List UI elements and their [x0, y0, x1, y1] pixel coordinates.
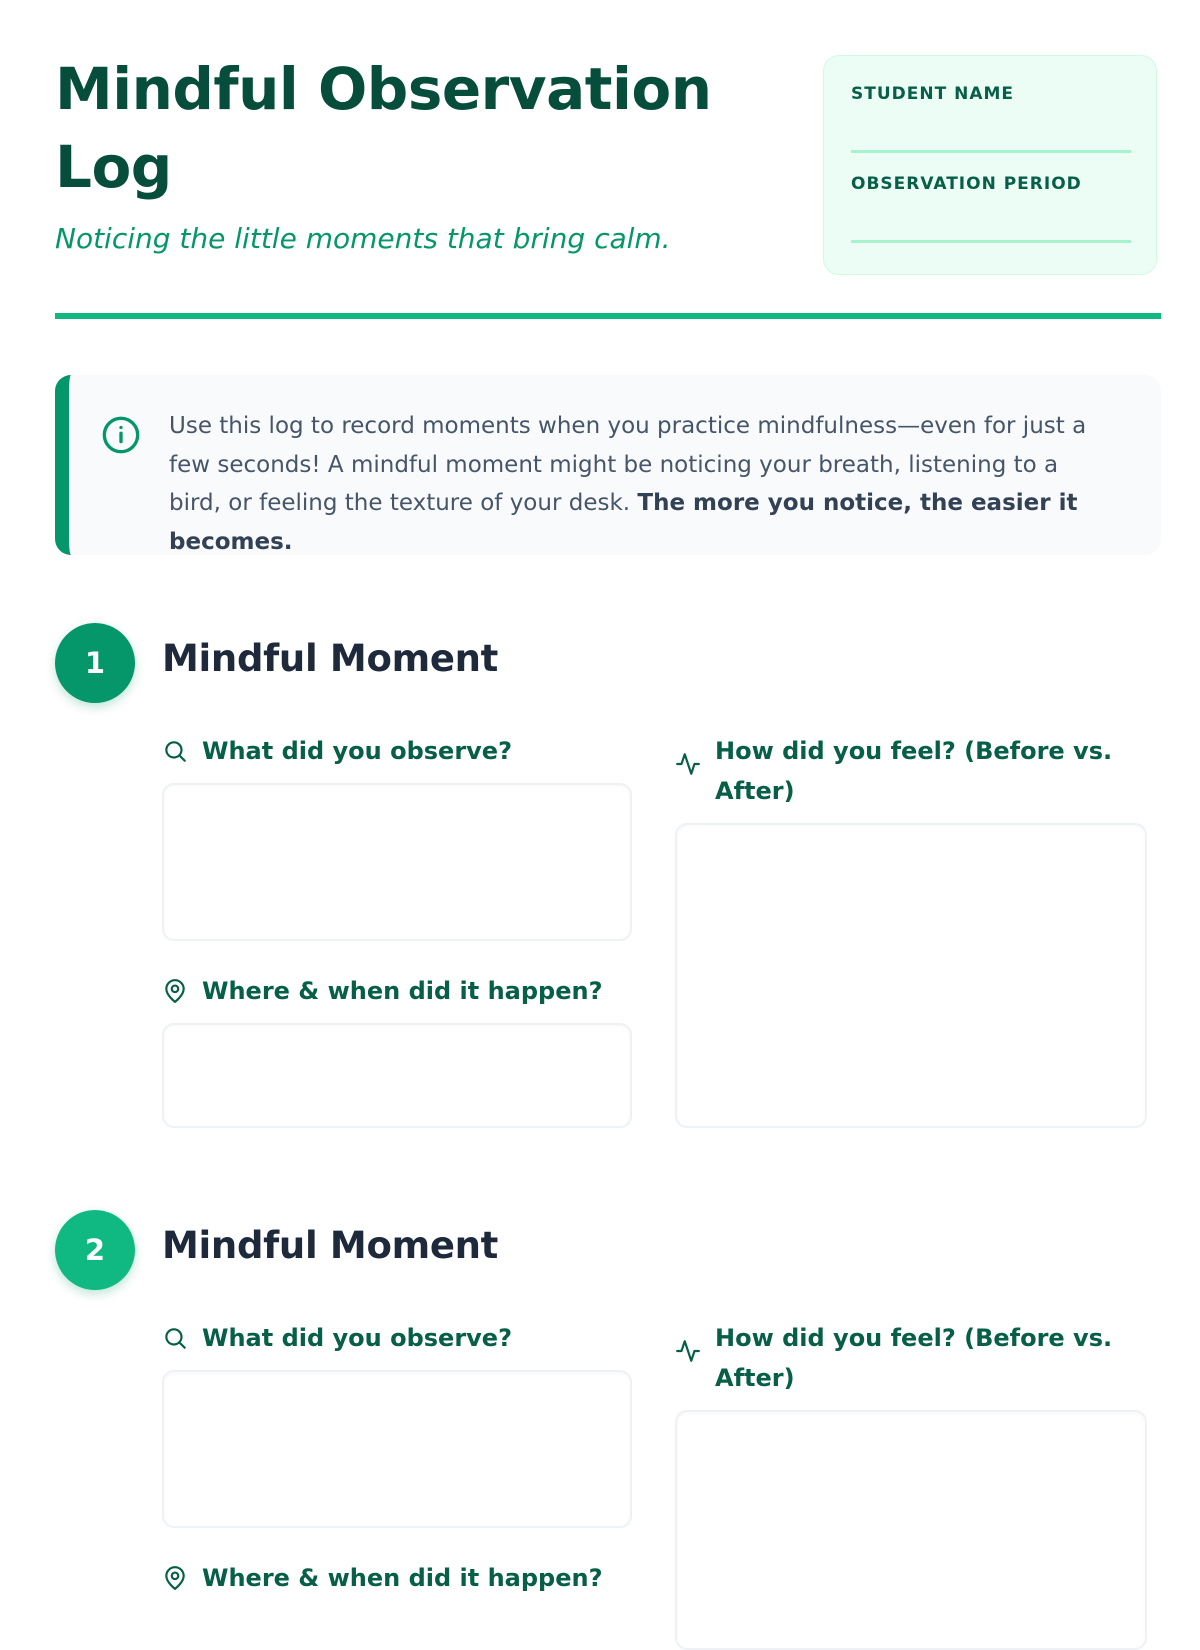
- where-answer-box[interactable]: [162, 1023, 632, 1128]
- search-icon: [162, 1325, 188, 1351]
- activity-icon: [675, 751, 701, 777]
- page-subtitle: Noticing the little moments that bring calm.: [55, 222, 671, 255]
- worksheet-page: [55, 0, 1161, 1592]
- observation-period-label: OBSERVATION PERIOD: [851, 174, 1082, 194]
- intro-callout: [55, 375, 1161, 555]
- feel-question-label: How did you feel? (Before vs. After): [715, 1324, 1113, 1392]
- search-icon: [162, 738, 188, 764]
- student-name-field[interactable]: [851, 150, 1131, 153]
- info-icon: [101, 415, 141, 455]
- header: [55, 0, 1161, 290]
- feel-question: [675, 731, 1115, 811]
- activity-icon: [675, 1338, 701, 1364]
- feel-answer-box[interactable]: [675, 823, 1147, 1128]
- intro-text: [169, 407, 1109, 561]
- feel-answer-box[interactable]: [675, 1410, 1147, 1650]
- map-pin-icon: [162, 978, 188, 1004]
- student-name-label: STUDENT NAME: [851, 84, 1015, 104]
- intro-emphasis: The more you notice, the easier it becomes.: [169, 490, 1078, 555]
- observation-period-field[interactable]: [851, 240, 1131, 243]
- observe-question: [162, 1318, 632, 1358]
- intro-body: Use this log to record moments when you practice mindfulness—even for just a few seconds! A mindful moment might be noticing your breath, listening to a bird, or feeling the texture of your desk.: [169, 413, 1087, 516]
- feel-question: [675, 1318, 1115, 1398]
- observe-question-label: What did you observe?: [202, 1324, 513, 1352]
- observe-answer-box[interactable]: [162, 783, 632, 941]
- observe-answer-box[interactable]: [162, 1370, 632, 1528]
- header-divider: [55, 313, 1161, 319]
- where-question: [162, 1558, 632, 1598]
- moment-title: Mindful Moment: [162, 1224, 499, 1267]
- feel-question-label: How did you feel? (Before vs. After): [715, 737, 1113, 805]
- where-question: [162, 971, 632, 1011]
- moment-number-badge: 1: [55, 623, 135, 703]
- observe-question: [162, 731, 632, 771]
- observe-question-label: What did you observe?: [202, 737, 513, 765]
- moment-number-badge: 2: [55, 1210, 135, 1290]
- where-question-label: Where & when did it happen?: [202, 1564, 603, 1592]
- student-info-card: [823, 55, 1157, 275]
- map-pin-icon: [162, 1565, 188, 1591]
- moment-title: Mindful Moment: [162, 637, 499, 680]
- where-question-label: Where & when did it happen?: [202, 977, 603, 1005]
- page-title: Mindful Observation Log: [55, 55, 712, 201]
